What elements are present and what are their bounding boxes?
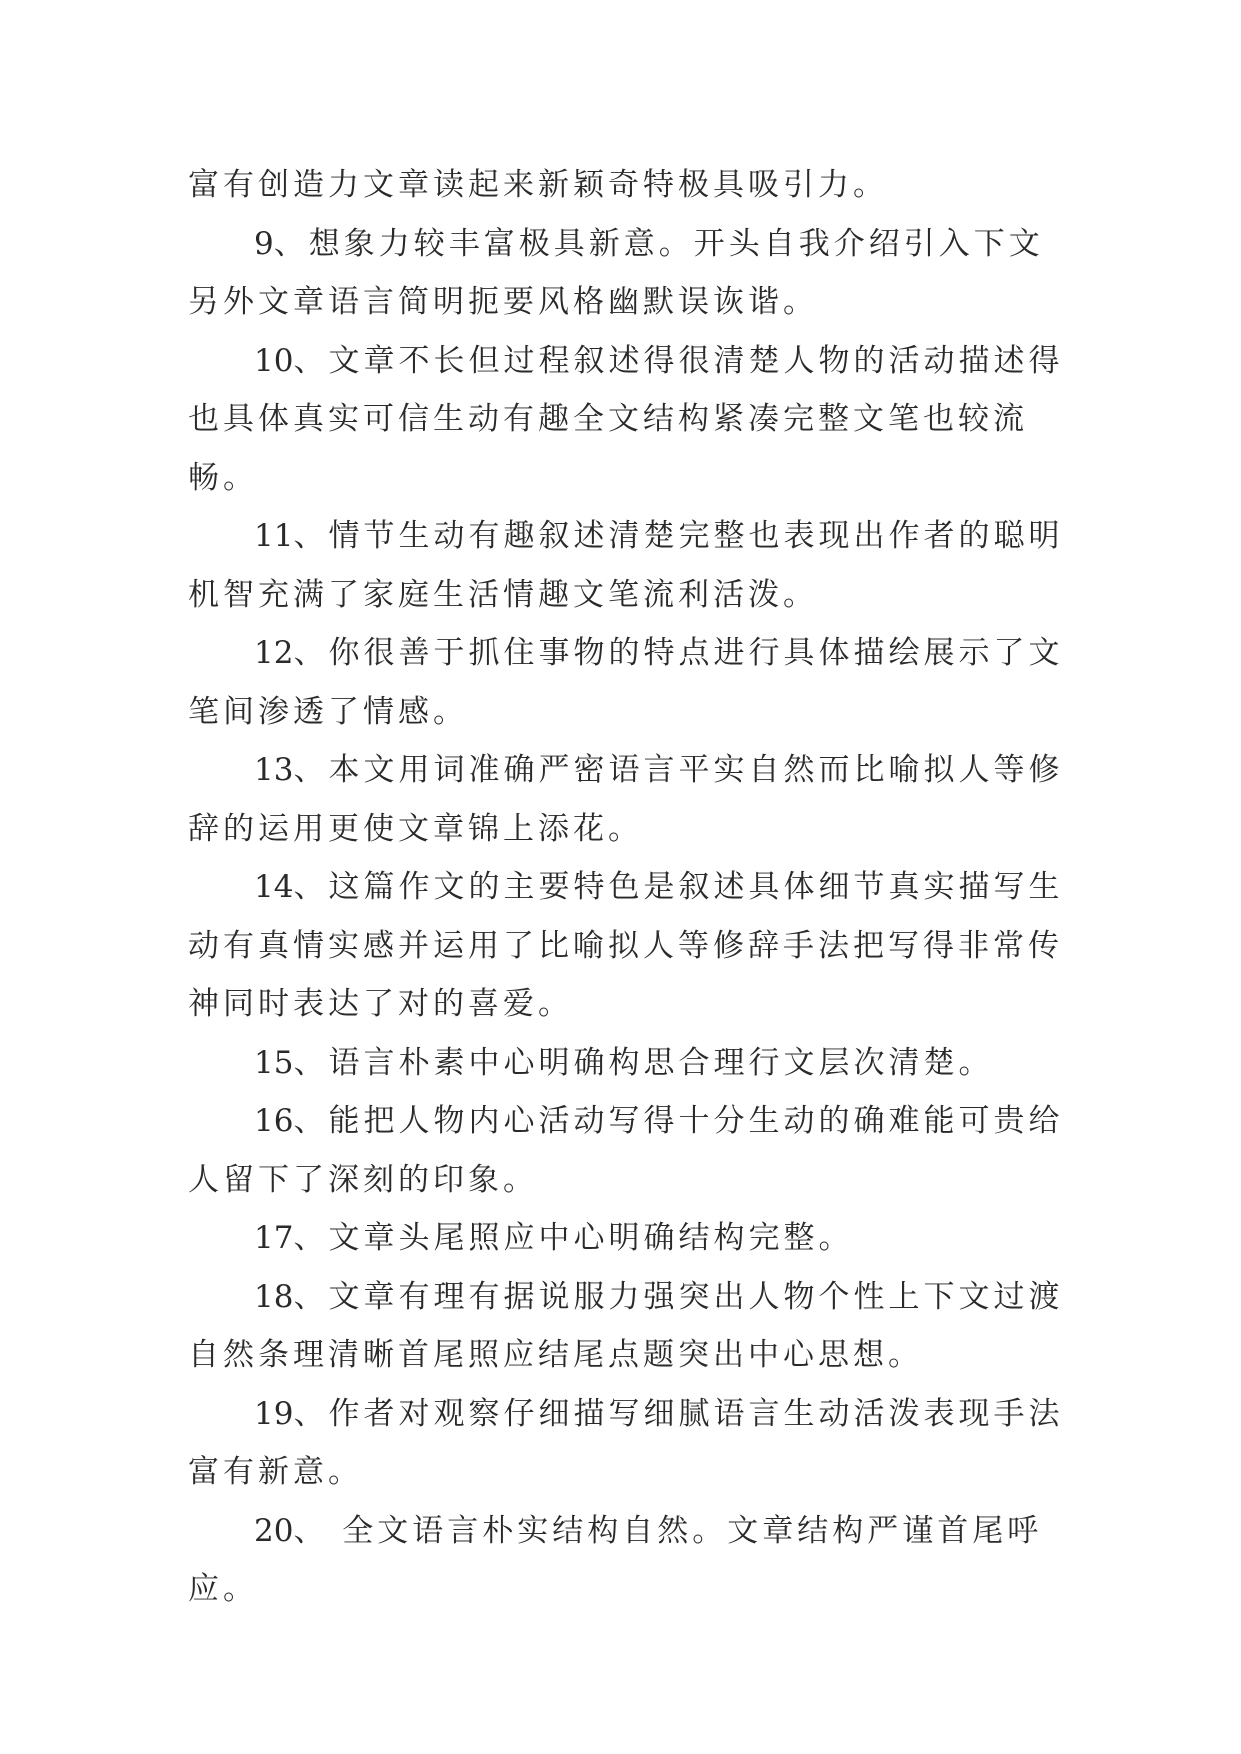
paragraph-text: 、语言朴素中心明确构思合理行文层次清楚。: [293, 1044, 994, 1081]
document-body: [188, 156, 1068, 1619]
paragraph-text: 、作者对观察仔细描写细腻语言生动活泼表现手法富有新意。: [188, 1395, 1064, 1490]
paragraph-continuation: [188, 156, 1068, 215]
paragraph-text: 富有创造力文章读起来新颖奇特极具吸引力。: [188, 167, 888, 203]
paragraph-item-15: [188, 1034, 1068, 1093]
item-number: 10: [254, 342, 294, 379]
paragraph-item-18: [188, 1268, 1068, 1385]
paragraph-text: 、你很善于抓住事物的特点进行具体描绘展示了文笔间渗透了情感。: [188, 635, 1064, 730]
item-number: 17: [254, 1220, 294, 1256]
paragraph-text: 、想象力较丰富极具新意。开头自我介绍引入下文另外文章语言简明扼要风格幽默误诙谐。: [188, 225, 1044, 320]
item-number: 18: [254, 1278, 294, 1315]
paragraph-item-12: [188, 624, 1068, 741]
paragraph-text: 、文章有理有据说服力强突出人物个性上下文过渡自然条理清晰首尾照应结尾点题突出中心思想。: [188, 1278, 1064, 1373]
paragraph-item-11: [188, 507, 1068, 624]
paragraph-item-10: [188, 332, 1068, 508]
item-number: 15: [254, 1044, 294, 1081]
paragraph-item-17: [188, 1209, 1068, 1268]
paragraph-text: 、这篇作文的主要特色是叙述具体细节真实描写生动有真情实感并运用了比喻拟人等修辞手法把写得非常传神同时表达了对的喜爱。: [188, 869, 1064, 1022]
paragraph-text: 、 全文语言朴实结构自然。文章结构严谨首尾呼应。: [188, 1512, 1043, 1607]
paragraph-text: 、能把人物内心活动写得十分生动的确难能可贵给人留下了深刻的印象。: [188, 1103, 1064, 1198]
item-number: 16: [254, 1103, 294, 1139]
paragraph-text: 、情节生动有趣叙述清楚完整也表现出作者的聪明机智充满了家庭生活情趣文笔流利活泼。: [188, 518, 1064, 613]
paragraph-text: 、文章不长但过程叙述得很清楚人物的活动描述得也具体真实可信生动有趣全文结构紧凑完整文笔也较流畅。: [188, 342, 1064, 496]
paragraph-text: 、本文用词准确严密语言平实自然而比喻拟人等修辞的运用更使文章锦上添花。: [188, 752, 1064, 847]
item-number: 20: [254, 1512, 294, 1549]
paragraph-item-14: [188, 858, 1068, 1034]
item-number: 13: [254, 752, 294, 788]
paragraph-text: 、文章头尾照应中心明确结构完整。: [293, 1220, 854, 1256]
paragraph-item-13: [188, 741, 1068, 858]
paragraph-item-19: [188, 1385, 1068, 1502]
item-number: 12: [254, 635, 294, 671]
paragraph-item-20: [188, 1502, 1068, 1619]
item-number: 14: [254, 869, 294, 905]
item-number: 11: [254, 518, 294, 554]
paragraph-item-9: [188, 215, 1068, 332]
item-number: 19: [254, 1395, 294, 1432]
item-number: 9: [254, 225, 274, 262]
paragraph-item-16: [188, 1092, 1068, 1209]
